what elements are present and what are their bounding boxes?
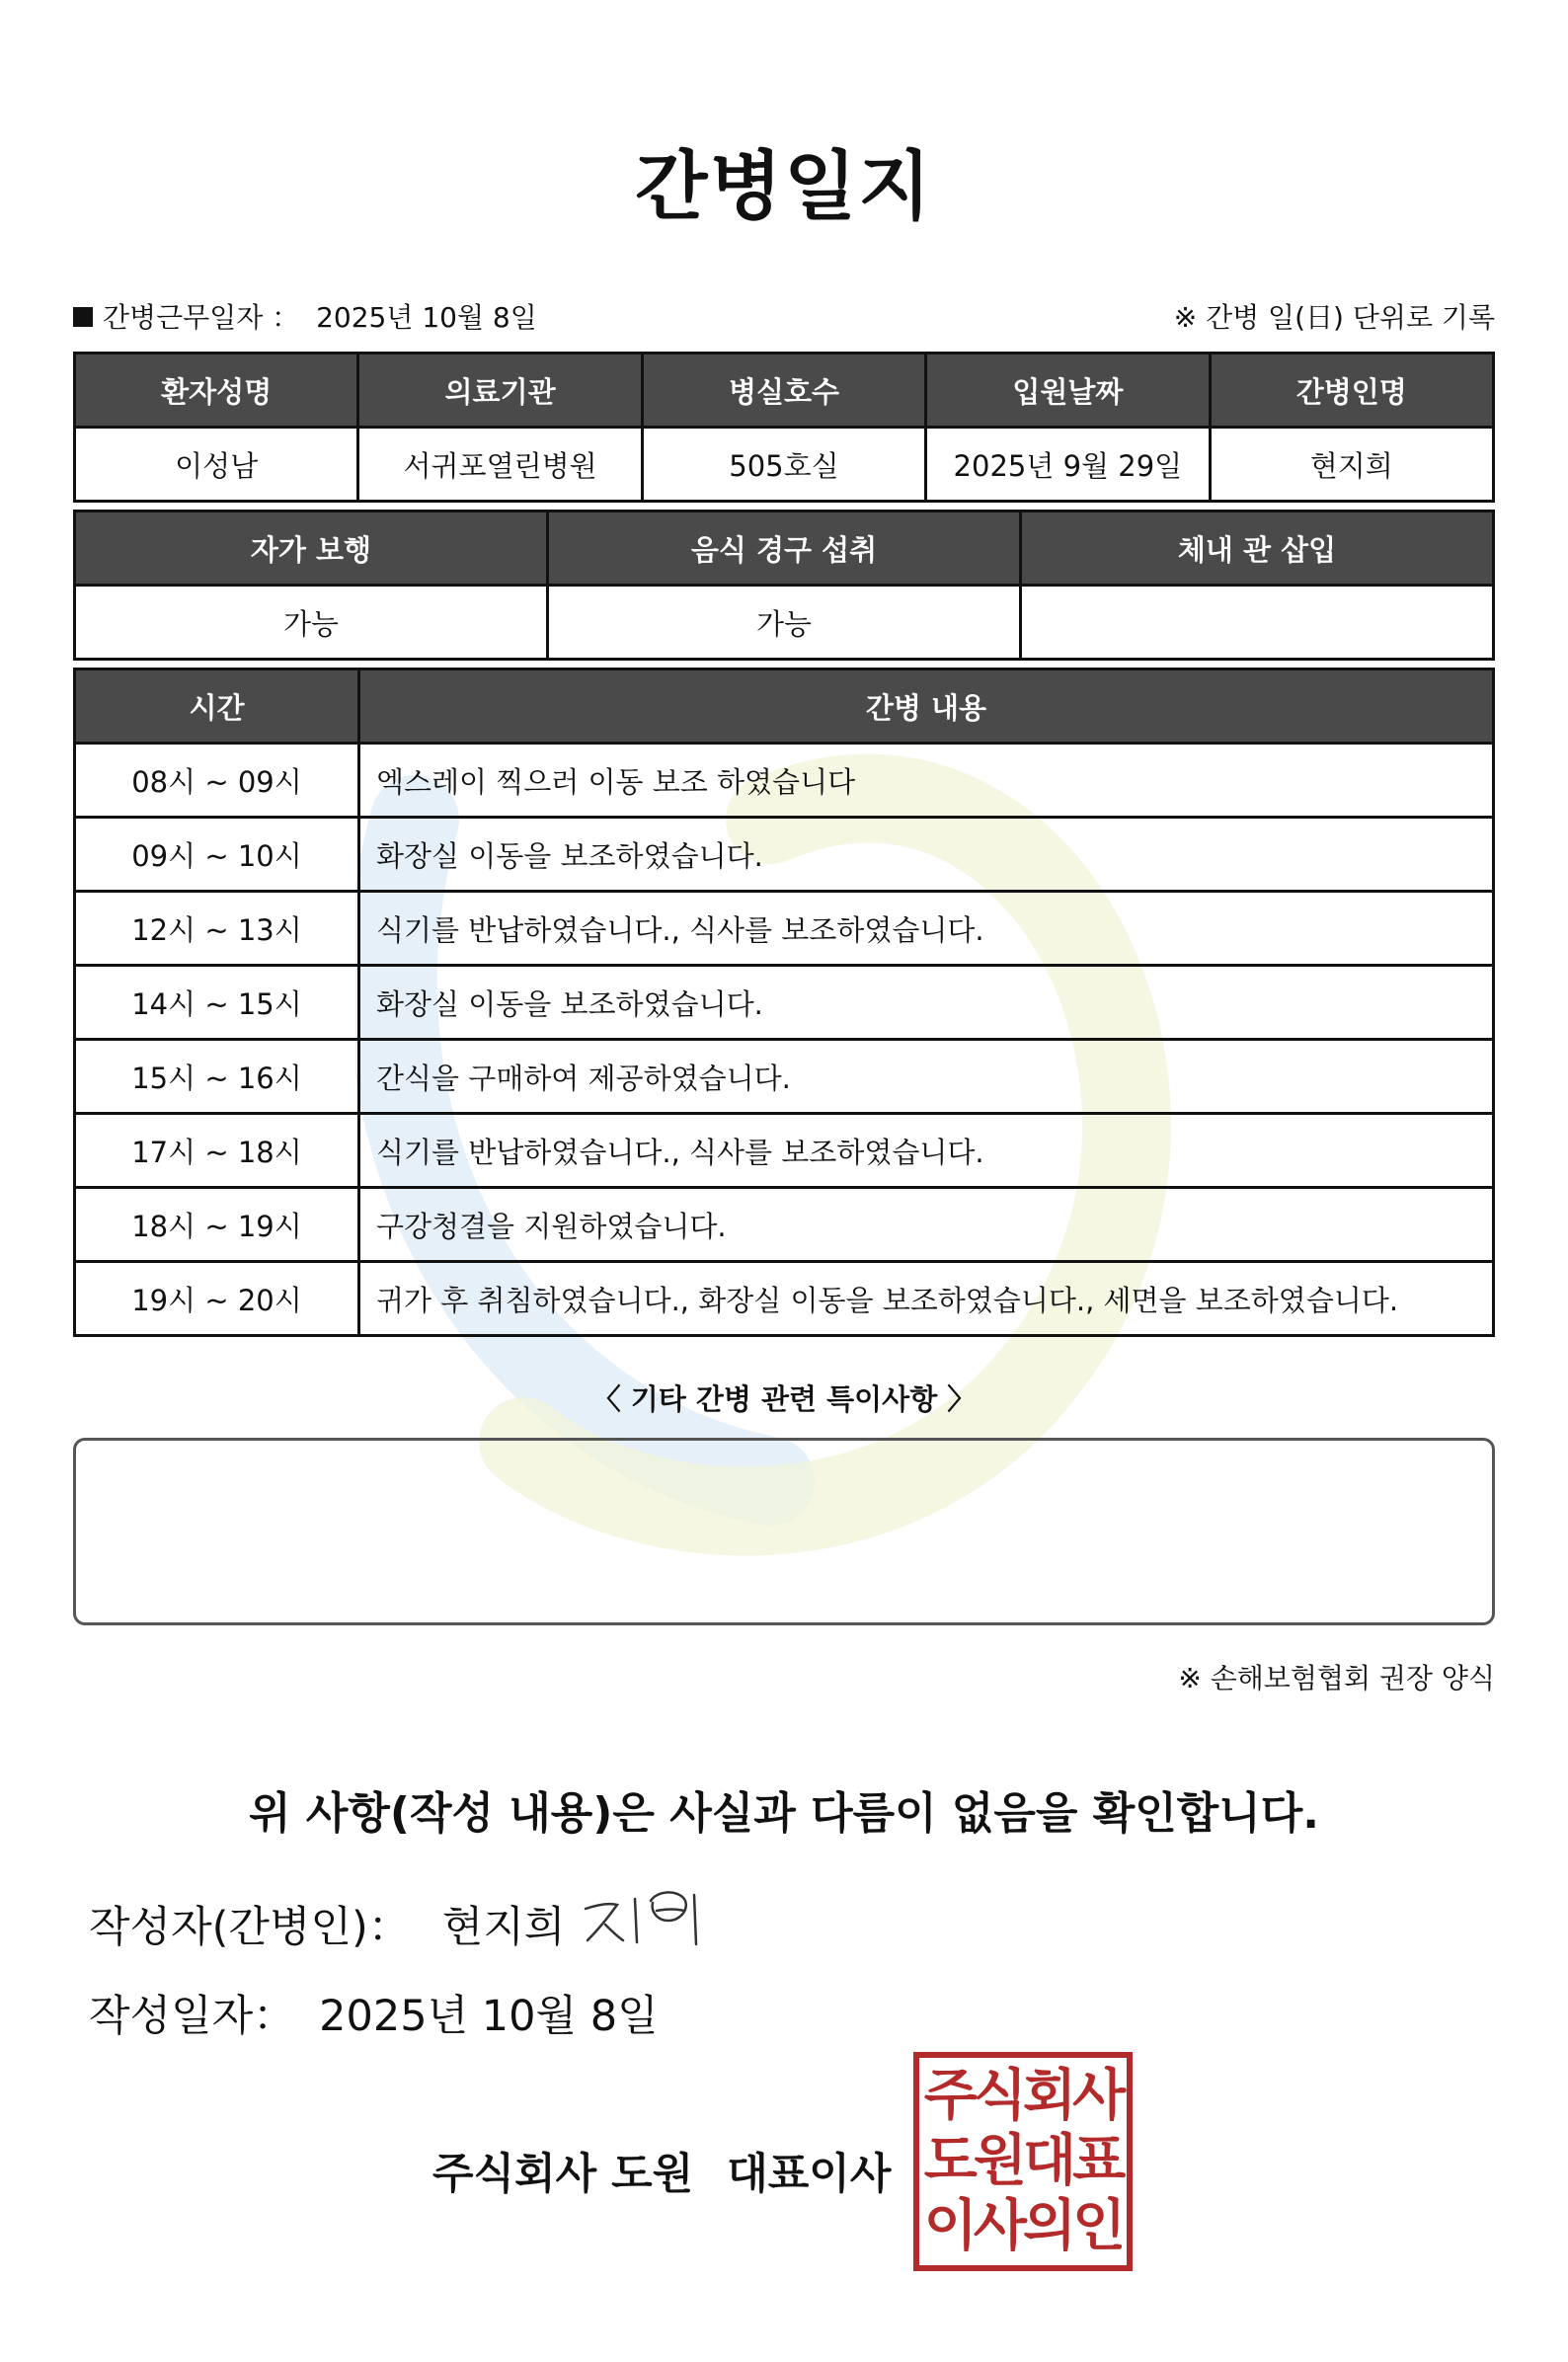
time-cell: 17시 ~ 18시 (75, 1114, 359, 1188)
company-line (432, 2141, 891, 2201)
content-cell: 구강청결을 지원하였습니다. (359, 1188, 1494, 1262)
handwritten-signature (578, 1881, 726, 1960)
hospital-name: 서귀포열린병원 (358, 428, 642, 502)
seal-line: 주식회사 (923, 2064, 1123, 2128)
meta-row (73, 296, 1495, 336)
room-number: 505호실 (642, 428, 925, 502)
admission-date: 2025년 9월 29일 (926, 428, 1210, 502)
content-cell: 식기를 반납하였습니다., 식사를 보조하였습니다. (359, 1114, 1494, 1188)
author-line (89, 1894, 565, 1954)
time-cell: 14시 ~ 15시 (75, 966, 359, 1040)
patient-info-table (73, 352, 1495, 503)
content-header: 간병 내용 (359, 669, 1494, 744)
content-cell: 간식을 구매하여 제공하였습니다. (359, 1040, 1494, 1114)
content-cell: 식기를 반납하였습니다., 식사를 보조하였습니다. (359, 892, 1494, 966)
condition-header: 음식 경구 섭취 (548, 512, 1021, 586)
author-label: 작성자(간병인)： (89, 1903, 411, 1952)
table-row (75, 1262, 1494, 1336)
time-cell: 15시 ~ 16시 (75, 1040, 359, 1114)
patient-header: 입원날짜 (926, 354, 1210, 428)
work-date (73, 296, 537, 336)
patient-header: 의료기관 (358, 354, 642, 428)
patient-name: 이성남 (75, 428, 358, 502)
written-date-line (89, 1983, 659, 2043)
table-row (75, 1188, 1494, 1262)
tube-insertion-value (1021, 586, 1494, 660)
confirmation-statement: 위 사항(작성 내용)은 사실과 다름이 없음을 확인합니다. (249, 1788, 1319, 1839)
condition-header: 자가 보행 (75, 512, 548, 586)
patient-header: 병실호수 (642, 354, 925, 428)
company-seal (913, 2052, 1133, 2271)
written-label: 작성일자： (89, 1992, 296, 2041)
patient-header: 간병인명 (1210, 354, 1493, 428)
table-row (75, 966, 1494, 1040)
page-title: 간병일지 (635, 142, 933, 230)
square-bullet-icon (73, 307, 93, 327)
oral-intake-value: 가능 (548, 586, 1021, 660)
content-cell: 귀가 후 취침하였습니다., 화장실 이동을 보조하였습니다., 세면을 보조하였습니다. (359, 1262, 1494, 1336)
table-row (75, 744, 1494, 818)
form-note: ※ 손해보험협회 권장 양식 (1178, 1662, 1495, 1694)
content-cell: 화장실 이동을 보조하였습니다. (359, 966, 1494, 1040)
content-cell: 엑스레이 찍으러 이동 보조 하였습니다 (359, 744, 1494, 818)
table-row (75, 1114, 1494, 1188)
time-header: 시간 (75, 669, 359, 744)
patient-header: 환자성명 (75, 354, 358, 428)
seal-line: 이사의인 (923, 2194, 1123, 2258)
seal-line: 도원대표 (923, 2129, 1123, 2193)
caregiver-name: 현지희 (1210, 428, 1493, 502)
time-cell: 19시 ~ 20시 (75, 1262, 359, 1336)
content-cell: 화장실 이동을 보조하였습니다. (359, 818, 1494, 892)
notes-box (73, 1438, 1495, 1625)
condition-table (73, 510, 1495, 661)
written-date: 2025년 10월 8일 (319, 1992, 659, 2041)
work-date-value: 2025년 10월 8일 (316, 301, 537, 334)
time-cell: 08시 ~ 09시 (75, 744, 359, 818)
company-name: 주식회사 도원 (432, 2150, 694, 2199)
table-row (75, 892, 1494, 966)
table-row (75, 1040, 1494, 1114)
work-date-label: 간병근무일자 ： (103, 301, 300, 334)
notes-title: 〈 기타 간병 관련 특이사항 〉 (591, 1382, 977, 1416)
table-row (75, 818, 1494, 892)
walking-value: 가능 (75, 586, 548, 660)
time-cell: 12시 ~ 13시 (75, 892, 359, 966)
care-log-table (73, 668, 1495, 1337)
time-cell: 09시 ~ 10시 (75, 818, 359, 892)
condition-header: 체내 관 삽입 (1021, 512, 1494, 586)
author-name: 현지희 (441, 1903, 566, 1952)
company-title: 대표이사 (727, 2150, 892, 2199)
time-cell: 18시 ~ 19시 (75, 1188, 359, 1262)
record-note: ※ 간병 일(日) 단위로 기록 (1173, 301, 1495, 334)
